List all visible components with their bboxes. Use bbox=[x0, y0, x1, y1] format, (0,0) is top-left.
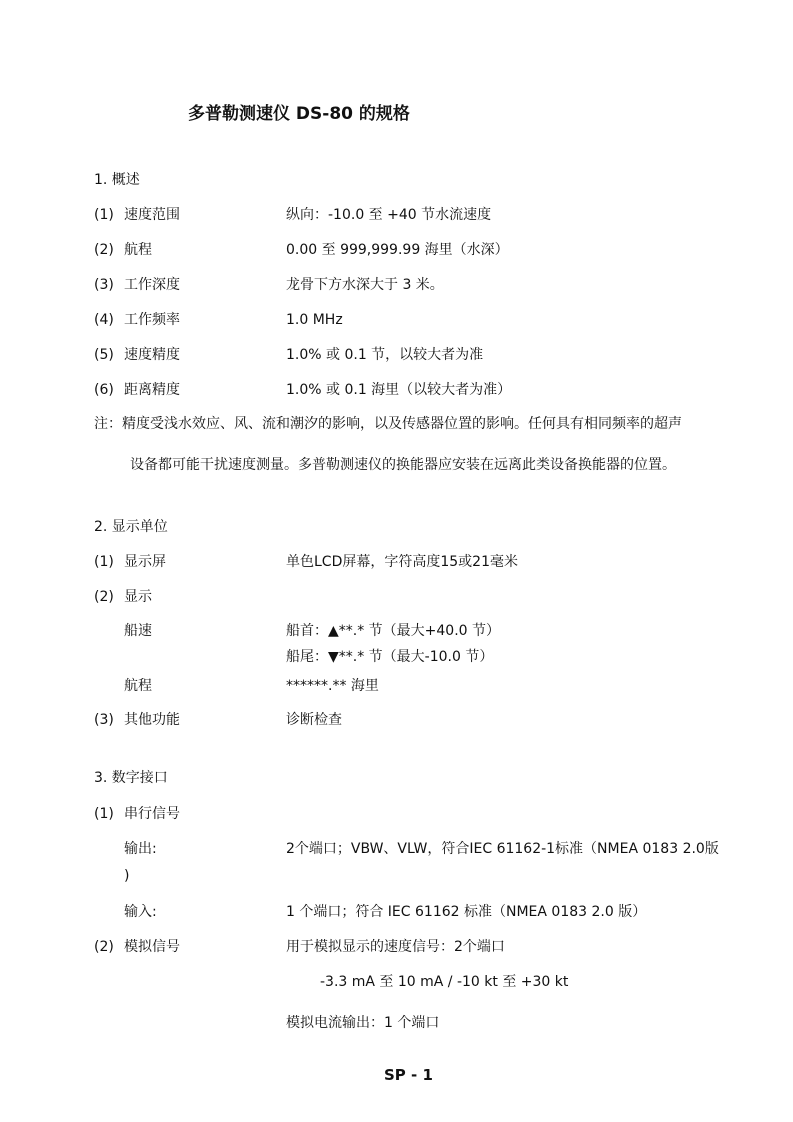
row-number: (4) bbox=[94, 312, 114, 328]
row-label: 工作深度 bbox=[124, 277, 180, 293]
row-value: 1.0 MHz bbox=[286, 312, 343, 328]
row-label: 其他功能 bbox=[124, 712, 180, 728]
row-label: 速度精度 bbox=[124, 347, 180, 363]
row-label: 航程 bbox=[124, 678, 152, 694]
row-value: 1.0% 或 0.1 海里（以较大者为准） bbox=[286, 382, 512, 398]
row-value: 龙骨下方水深大于 3 米。 bbox=[286, 277, 444, 293]
row-label: 工作频率 bbox=[124, 312, 180, 328]
row-label: 船速 bbox=[124, 623, 152, 639]
row-value: 0.00 至 999,999.99 海里（水深） bbox=[286, 242, 509, 258]
note-line-1: 注：精度受浅水效应、风、流和潮汐的影响，以及传感器位置的影响。任何具有相同频率的超声 bbox=[94, 416, 682, 432]
row-number: (6) bbox=[94, 382, 114, 398]
page-title: 多普勒测速仪 DS-80 的规格 bbox=[188, 104, 410, 124]
row-label: 速度范围 bbox=[124, 207, 180, 223]
row-label: 模拟信号 bbox=[124, 939, 180, 955]
page-number: SP - 1 bbox=[384, 1066, 433, 1084]
row-number: (3) bbox=[94, 712, 114, 728]
row-value: ******.** 海里 bbox=[286, 678, 379, 694]
analog-current-output: 模拟电流输出：1 个端口 bbox=[286, 1015, 440, 1031]
row-value: 纵向：-10.0 至 +40 节水流速度 bbox=[286, 207, 492, 223]
row-number: (3) bbox=[94, 277, 114, 293]
row-label: 航程 bbox=[124, 242, 152, 258]
section-heading-digital: 3. 数字接口 bbox=[94, 770, 168, 786]
row-value-bow: 船首：▲**.* 节（最大+40.0 节） bbox=[286, 623, 501, 639]
row-number: (2) bbox=[94, 242, 114, 258]
row-number: (2) bbox=[94, 939, 114, 955]
row-label: 显示 bbox=[124, 589, 152, 605]
analog-range: -3.3 mA 至 10 mA / -10 kt 至 +30 kt bbox=[320, 974, 569, 990]
row-label: 距离精度 bbox=[124, 382, 180, 398]
row-value-stern: 船尾：▼**.* 节（最大-10.0 节） bbox=[286, 649, 494, 665]
section-heading-overview: 1. 概述 bbox=[94, 172, 140, 188]
row-number: (5) bbox=[94, 347, 114, 363]
row-value: 单色LCD屏幕，字符高度15或21毫米 bbox=[286, 554, 518, 570]
row-label: 输出: bbox=[124, 841, 157, 857]
row-value: 1.0% 或 0.1 节，以较大者为准 bbox=[286, 347, 484, 363]
row-number: (2) bbox=[94, 589, 114, 605]
row-value: 诊断检查 bbox=[286, 712, 342, 728]
row-label: 显示屏 bbox=[124, 554, 166, 570]
row-value: 1 个端口；符合 IEC 61162 标准（NMEA 0183 2.0 版） bbox=[286, 904, 647, 920]
note-line-2: 设备都可能干扰速度测量。多普勒测速仪的换能器应安装在远离此类设备换能器的位置。 bbox=[130, 457, 676, 473]
row-label: 串行信号 bbox=[124, 806, 180, 822]
row-number: (1) bbox=[94, 554, 114, 570]
section-heading-display: 2. 显示单位 bbox=[94, 519, 168, 535]
row-value: 2个端口；VBW、VLW，符合IEC 61162-1标准（NMEA 0183 2.0版 bbox=[286, 841, 719, 857]
row-number: (1) bbox=[94, 806, 114, 822]
row-value-wrap: ) bbox=[124, 868, 130, 884]
row-value: 用于模拟显示的速度信号：2个端口 bbox=[286, 939, 505, 955]
row-label: 输入: bbox=[124, 904, 157, 920]
row-number: (1) bbox=[94, 207, 114, 223]
